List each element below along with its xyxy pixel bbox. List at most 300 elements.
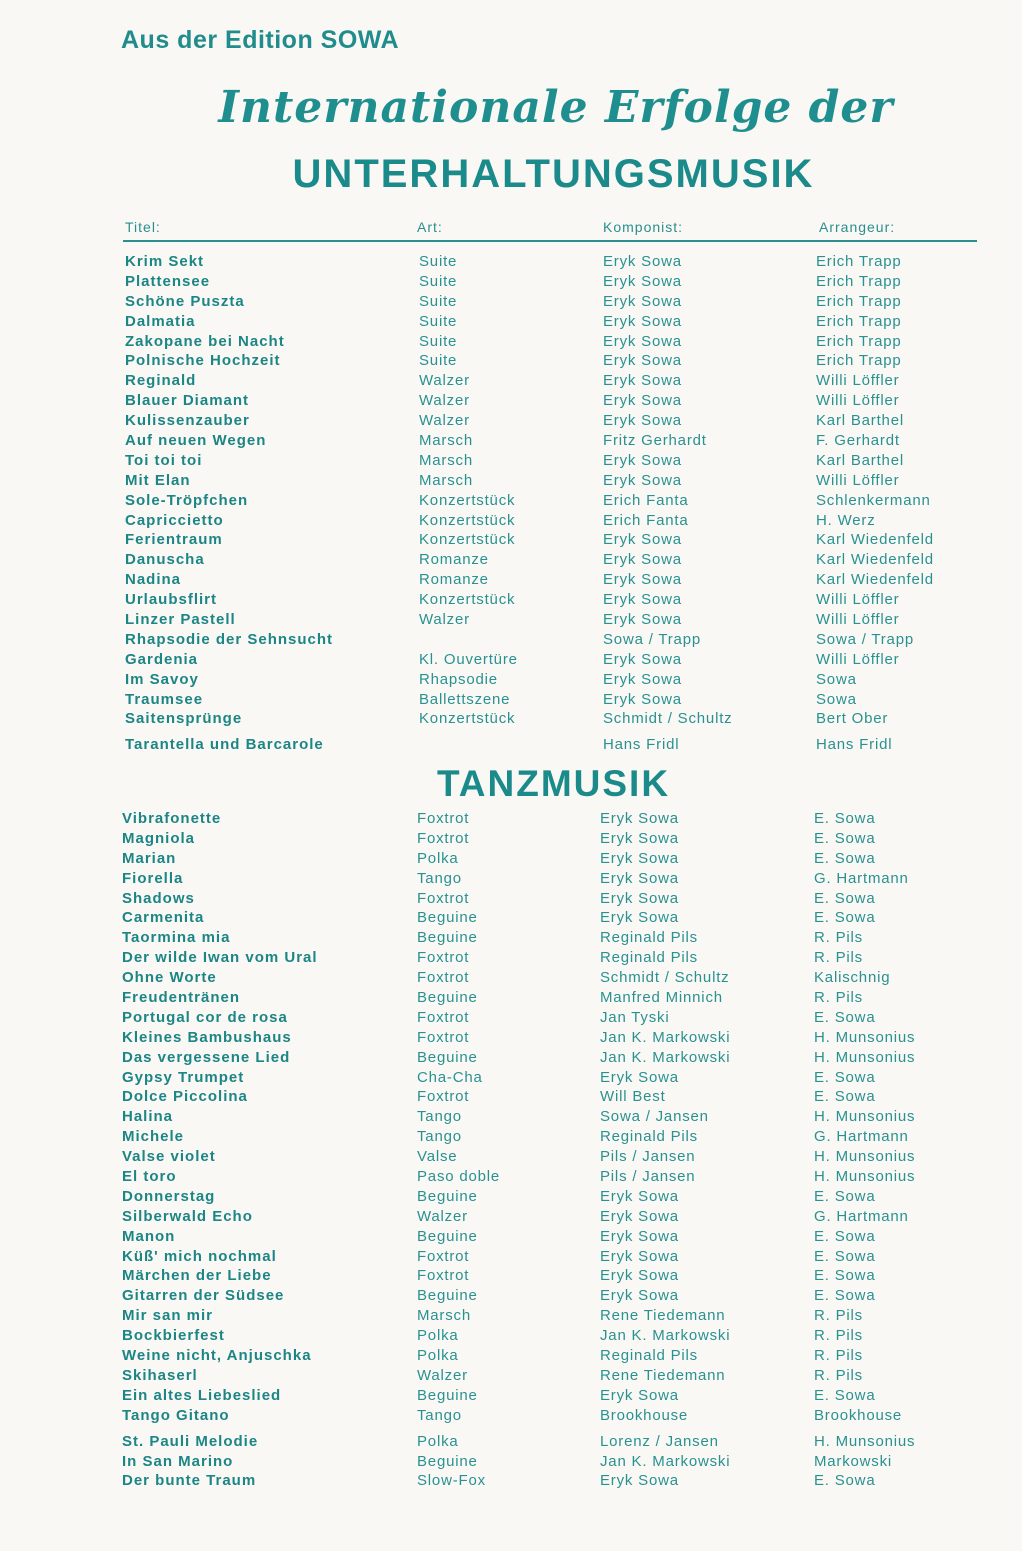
- row-arrangeur: Sowa: [816, 690, 857, 708]
- row-arrangeur: Karl Barthel: [816, 451, 904, 469]
- row-art: Foxtrot: [417, 810, 470, 827]
- row-title: Michele: [122, 1128, 185, 1146]
- table-row: [0, 451, 1022, 471]
- row-arrangeur: R. Pils: [814, 929, 863, 947]
- row-komponist: Eryk Sowa: [600, 1187, 679, 1205]
- row-title: Danuscha: [125, 551, 205, 569]
- row-arrangeur: E. Sowa: [814, 1008, 876, 1026]
- row-art: Suite: [419, 272, 458, 290]
- section2-heading: TANZMUSIK: [436, 763, 671, 804]
- row-art: Tango: [417, 1406, 462, 1424]
- row-art: Beguine: [417, 1386, 478, 1404]
- table-row: [0, 332, 1022, 352]
- row-arrangeur: E. Sowa: [814, 1088, 876, 1106]
- row-komponist: Brookhouse: [600, 1406, 689, 1424]
- row-art: Foxtrot: [417, 1028, 470, 1046]
- row-komponist: Erich Fanta: [603, 511, 689, 529]
- row-arrangeur: E. Sowa: [814, 1267, 876, 1285]
- table-row: [0, 312, 1022, 332]
- main-heading: UNTERHALTUNGSMUSIK: [292, 152, 815, 196]
- row-art: Beguine: [417, 1187, 478, 1205]
- row-title: Kleines Bambushaus: [122, 1028, 292, 1046]
- row-art: Polka: [417, 1327, 459, 1345]
- row-title: Donnerstag: [122, 1187, 216, 1205]
- row-arrangeur: E. Sowa: [814, 909, 876, 927]
- row-title: Halina: [122, 1108, 174, 1126]
- row-title: Plattensee: [125, 272, 211, 290]
- row-arrangeur: R. Pils: [814, 1327, 863, 1345]
- row-komponist: Rene Tiedemann: [600, 1307, 726, 1325]
- table-row: [0, 371, 1022, 391]
- row-art: Slow-Fox: [417, 1472, 486, 1490]
- row-arrangeur: Erich Trapp: [816, 352, 902, 370]
- row-title: El toro: [122, 1168, 177, 1186]
- row-komponist: Eryk Sowa: [603, 551, 682, 569]
- table-row: [0, 809, 1022, 829]
- row-arrangeur: R. Pils: [814, 1366, 863, 1384]
- row-komponist: Eryk Sowa: [603, 571, 682, 589]
- row-title: Dolce Piccolina: [122, 1088, 248, 1106]
- row-arrangeur: Karl Wiedenfeld: [816, 571, 934, 589]
- row-arrangeur: Sowa / Trapp: [816, 630, 914, 648]
- row-title: Vibrafonette: [122, 810, 222, 827]
- row-komponist: Fritz Gerhardt: [603, 432, 707, 450]
- row-komponist: Rene Tiedemann: [600, 1366, 726, 1384]
- row-title: Shadows: [122, 889, 195, 907]
- row-arrangeur: E. Sowa: [814, 889, 876, 907]
- script-title: Internationale Erfolge der: [218, 82, 894, 133]
- row-title: Reginald: [125, 372, 197, 390]
- row-arrangeur: Erich Trapp: [816, 253, 902, 270]
- row-arrangeur: R. Pils: [814, 1307, 863, 1325]
- row-komponist: Eryk Sowa: [600, 1068, 679, 1086]
- row-art: Marsch: [419, 471, 473, 489]
- row-komponist: Eryk Sowa: [600, 849, 679, 867]
- table-row: [0, 391, 1022, 411]
- row-komponist: Eryk Sowa: [603, 372, 682, 390]
- row-komponist: Eryk Sowa: [603, 392, 682, 410]
- row-komponist: Reginald Pils: [600, 929, 698, 947]
- row-art: Foxtrot: [417, 949, 470, 967]
- row-komponist: Eryk Sowa: [600, 1267, 679, 1285]
- row-title: Bockbierfest: [122, 1327, 225, 1345]
- row-komponist: Eryk Sowa: [603, 352, 682, 370]
- row-title: Blauer Diamant: [125, 392, 250, 410]
- column-header-arrangeur: Arrangeur:: [819, 219, 896, 235]
- row-art: Beguine: [417, 909, 478, 927]
- row-arrangeur: Karl Barthel: [816, 412, 904, 430]
- row-arrangeur: Hans Fridl: [816, 736, 893, 754]
- table-row: [0, 1187, 1022, 1207]
- row-art: Walzer: [419, 372, 470, 390]
- row-komponist: Eryk Sowa: [603, 312, 682, 330]
- table-row: [0, 1406, 1022, 1426]
- row-title: Ferientraum: [125, 531, 223, 549]
- table-row: [0, 889, 1022, 909]
- row-art: Kl. Ouvertüre: [419, 650, 518, 668]
- row-komponist: Hans Fridl: [603, 736, 680, 754]
- row-title: Nadina: [125, 571, 182, 589]
- row-arrangeur: Sowa: [816, 670, 857, 688]
- row-arrangeur: E. Sowa: [814, 1247, 876, 1265]
- table-row: [0, 670, 1022, 690]
- row-arrangeur: Willi Löffler: [816, 591, 900, 609]
- row-arrangeur: Markowski: [814, 1452, 893, 1470]
- row-title: Kulissenzauber: [125, 412, 250, 430]
- row-title: Mir san mir: [122, 1307, 214, 1325]
- row-title: Manon: [122, 1227, 176, 1245]
- row-art: Walzer: [419, 392, 470, 410]
- row-title: Gardenia: [125, 650, 199, 668]
- table-row: [0, 292, 1022, 312]
- section2-list: [0, 809, 1022, 1491]
- row-title: Marian: [122, 849, 177, 867]
- table-row: [0, 1266, 1022, 1286]
- table-row: [0, 1227, 1022, 1247]
- row-arrangeur: R. Pils: [814, 1347, 863, 1365]
- table-row: [0, 272, 1022, 292]
- row-art: Beguine: [417, 1048, 478, 1066]
- row-komponist: Eryk Sowa: [603, 611, 682, 629]
- row-art: Polka: [417, 1432, 459, 1450]
- row-title: Der bunte Traum: [122, 1472, 257, 1490]
- row-title: Tarantella und Barcarole: [125, 736, 324, 754]
- row-komponist: Eryk Sowa: [600, 810, 679, 827]
- table-row: [0, 491, 1022, 511]
- row-art: Marsch: [419, 432, 473, 450]
- section1-list: [0, 252, 1022, 755]
- row-title: Gypsy Trumpet: [122, 1068, 245, 1086]
- row-komponist: Jan K. Markowski: [600, 1028, 731, 1046]
- row-art: Tango: [417, 1128, 462, 1146]
- row-title: Dalmatia: [125, 312, 196, 330]
- row-art: Rhapsodie: [419, 670, 498, 688]
- row-arrangeur: Bert Ober: [816, 710, 889, 728]
- row-komponist: Pils / Jansen: [600, 1168, 696, 1186]
- table-row: [0, 650, 1022, 670]
- row-komponist: Eryk Sowa: [600, 1247, 679, 1265]
- row-art: Ballettszene: [419, 690, 511, 708]
- column-header-art: Art:: [417, 219, 443, 235]
- row-komponist: Eryk Sowa: [603, 670, 682, 688]
- row-komponist: Eryk Sowa: [603, 272, 682, 290]
- table-row: [0, 431, 1022, 451]
- row-title: Toi toi toi: [125, 451, 203, 469]
- row-art: Cha-Cha: [417, 1068, 483, 1086]
- row-art: Suite: [419, 352, 458, 370]
- row-arrangeur: R. Pils: [814, 989, 863, 1007]
- row-komponist: Eryk Sowa: [603, 253, 682, 270]
- row-title: Skihaserl: [122, 1366, 198, 1384]
- row-arrangeur: E. Sowa: [814, 1386, 876, 1404]
- publisher-line: Aus der Edition SOWA: [121, 26, 400, 54]
- row-komponist: Schmidt / Schultz: [603, 710, 733, 728]
- row-title: Carmenita: [122, 909, 205, 927]
- row-title: Traumsee: [125, 690, 204, 708]
- table-row: [0, 1386, 1022, 1406]
- row-title: Ohne Worte: [122, 969, 217, 987]
- table-row: [0, 829, 1022, 849]
- row-art: Tango: [417, 1108, 462, 1126]
- row-title: Krim Sekt: [125, 253, 205, 270]
- row-komponist: Jan K. Markowski: [600, 1452, 731, 1470]
- row-arrangeur: Willi Löffler: [816, 650, 900, 668]
- table-row: [0, 1366, 1022, 1386]
- row-komponist: Eryk Sowa: [603, 591, 682, 609]
- row-arrangeur: Willi Löffler: [816, 471, 900, 489]
- row-komponist: Sowa / Jansen: [600, 1108, 709, 1126]
- row-art: Paso doble: [417, 1168, 501, 1186]
- column-header-title: Titel:: [125, 219, 161, 235]
- row-komponist: Reginald Pils: [600, 949, 698, 967]
- row-arrangeur: Schlenkermann: [816, 491, 931, 509]
- table-row: [0, 1326, 1022, 1346]
- table-row: [0, 252, 1022, 272]
- table-row: [0, 570, 1022, 590]
- row-title: Rhapsodie der Sehnsucht: [125, 630, 334, 648]
- row-title: Taormina mia: [122, 929, 231, 947]
- row-art: Walzer: [419, 412, 470, 430]
- row-title: Küß' mich nochmal: [122, 1247, 277, 1265]
- row-komponist: Eryk Sowa: [600, 1227, 679, 1245]
- row-title: Linzer Pastell: [125, 611, 236, 629]
- table-row: [0, 1306, 1022, 1326]
- row-title: Mit Elan: [125, 471, 191, 489]
- row-art: Suite: [419, 332, 458, 350]
- row-komponist: Eryk Sowa: [600, 869, 679, 887]
- row-komponist: Eryk Sowa: [600, 909, 679, 927]
- row-art: Foxtrot: [417, 969, 470, 987]
- row-komponist: Eryk Sowa: [603, 412, 682, 430]
- row-komponist: Eryk Sowa: [600, 829, 679, 847]
- row-komponist: Eryk Sowa: [603, 531, 682, 549]
- table-row: [0, 735, 1022, 755]
- table-row: [0, 1028, 1022, 1048]
- row-arrangeur: Erich Trapp: [816, 312, 902, 330]
- row-arrangeur: H. Munsonius: [814, 1108, 916, 1126]
- table-row: [0, 1107, 1022, 1127]
- row-title: St. Pauli Melodie: [122, 1432, 259, 1450]
- row-arrangeur: E. Sowa: [814, 1287, 876, 1305]
- row-komponist: Eryk Sowa: [603, 292, 682, 310]
- table-row: [0, 988, 1022, 1008]
- table-row: [0, 948, 1022, 968]
- row-komponist: Jan Tyski: [600, 1008, 670, 1026]
- row-title: Polnische Hochzeit: [125, 352, 281, 370]
- table-row: [0, 1346, 1022, 1366]
- row-arrangeur: R. Pils: [814, 949, 863, 967]
- row-arrangeur: Willi Löffler: [816, 611, 900, 629]
- row-komponist: Pils / Jansen: [600, 1148, 696, 1166]
- table-row: [0, 630, 1022, 650]
- row-arrangeur: H. Munsonius: [814, 1168, 916, 1186]
- row-arrangeur: E. Sowa: [814, 1068, 876, 1086]
- row-title: Gitarren der Südsee: [122, 1287, 285, 1305]
- row-arrangeur: E. Sowa: [814, 1472, 876, 1490]
- column-header-komponist: Komponist:: [603, 219, 684, 235]
- row-art: Suite: [419, 253, 458, 270]
- row-title: Der wilde Iwan vom Ural: [122, 949, 318, 967]
- row-art: Valse: [417, 1148, 458, 1166]
- row-komponist: Eryk Sowa: [603, 332, 682, 350]
- row-arrangeur: G. Hartmann: [814, 1128, 909, 1146]
- row-arrangeur: F. Gerhardt: [816, 432, 900, 450]
- table-row: [0, 928, 1022, 948]
- row-komponist: Lorenz / Jansen: [600, 1432, 719, 1450]
- row-arrangeur: H. Munsonius: [814, 1148, 916, 1166]
- row-art: Suite: [419, 312, 458, 330]
- row-title: Freudentränen: [122, 989, 241, 1007]
- table-row: [0, 1286, 1022, 1306]
- row-art: Konzertstück: [419, 591, 516, 609]
- table-row: [0, 530, 1022, 550]
- row-komponist: Jan K. Markowski: [600, 1327, 731, 1345]
- row-art: Marsch: [419, 451, 473, 469]
- row-arrangeur: E. Sowa: [814, 1187, 876, 1205]
- row-art: Polka: [417, 849, 459, 867]
- row-art: Walzer: [419, 611, 470, 629]
- row-arrangeur: Erich Trapp: [816, 272, 902, 290]
- row-komponist: Eryk Sowa: [600, 1287, 679, 1305]
- row-komponist: Eryk Sowa: [603, 690, 682, 708]
- row-komponist: Jan K. Markowski: [600, 1048, 731, 1066]
- row-komponist: Reginald Pils: [600, 1128, 698, 1146]
- row-komponist: Eryk Sowa: [600, 1207, 679, 1225]
- row-art: Tango: [417, 869, 462, 887]
- row-title: Tango Gitano: [122, 1406, 230, 1424]
- row-art: Beguine: [417, 1287, 478, 1305]
- row-arrangeur: Karl Wiedenfeld: [816, 531, 934, 549]
- row-title: Saitensprünge: [125, 710, 243, 728]
- table-row: [0, 511, 1022, 531]
- row-arrangeur: Willi Löffler: [816, 392, 900, 410]
- header-divider: [123, 240, 977, 242]
- row-art: Beguine: [417, 989, 478, 1007]
- row-art: Polka: [417, 1347, 459, 1365]
- row-art: Foxtrot: [417, 1247, 470, 1265]
- row-art: Foxtrot: [417, 1088, 470, 1106]
- row-komponist: Eryk Sowa: [600, 1386, 679, 1404]
- row-title: Märchen der Liebe: [122, 1267, 272, 1285]
- row-art: Foxtrot: [417, 1008, 470, 1026]
- row-arrangeur: E. Sowa: [814, 810, 876, 827]
- row-arrangeur: Kalischnig: [814, 969, 891, 987]
- table-row: [0, 709, 1022, 729]
- row-arrangeur: Karl Wiedenfeld: [816, 551, 934, 569]
- table-row: [0, 1167, 1022, 1187]
- row-title: Zakopane bei Nacht: [125, 332, 285, 350]
- table-row: [0, 1127, 1022, 1147]
- row-art: Konzertstück: [419, 531, 516, 549]
- row-arrangeur: H. Werz: [816, 511, 876, 529]
- row-art: Romanze: [419, 551, 489, 569]
- table-row: [0, 869, 1022, 889]
- table-row: [0, 1471, 1022, 1491]
- table-row: [0, 1068, 1022, 1088]
- row-art: Foxtrot: [417, 889, 470, 907]
- row-title: Valse violet: [122, 1148, 216, 1166]
- table-row: [0, 1147, 1022, 1167]
- table-row: [0, 1008, 1022, 1028]
- row-arrangeur: E. Sowa: [814, 849, 876, 867]
- row-title: Magniola: [122, 829, 196, 847]
- row-arrangeur: Willi Löffler: [816, 372, 900, 390]
- row-title: Fiorella: [122, 869, 184, 887]
- row-arrangeur: E. Sowa: [814, 1227, 876, 1245]
- row-arrangeur: G. Hartmann: [814, 1207, 909, 1225]
- row-komponist: Erich Fanta: [603, 491, 689, 509]
- row-komponist: Eryk Sowa: [600, 1472, 679, 1490]
- row-arrangeur: H. Munsonius: [814, 1432, 916, 1450]
- row-art: Suite: [419, 292, 458, 310]
- table-row: [0, 590, 1022, 610]
- table-row: [0, 1087, 1022, 1107]
- row-arrangeur: H. Munsonius: [814, 1028, 916, 1046]
- row-title: Weine nicht, Anjuschka: [122, 1347, 312, 1365]
- table-row: [0, 351, 1022, 371]
- row-komponist: Eryk Sowa: [603, 650, 682, 668]
- table-row: [0, 690, 1022, 710]
- row-title: Portugal cor de rosa: [122, 1008, 288, 1026]
- row-art: Beguine: [417, 1227, 478, 1245]
- row-title: In San Marino: [122, 1452, 234, 1470]
- table-row: [0, 1452, 1022, 1472]
- row-title: Schöne Puszta: [125, 292, 245, 310]
- row-art: Marsch: [417, 1307, 471, 1325]
- row-komponist: Will Best: [600, 1088, 666, 1106]
- row-arrangeur: H. Munsonius: [814, 1048, 916, 1066]
- row-komponist: Eryk Sowa: [600, 889, 679, 907]
- row-art: Foxtrot: [417, 1267, 470, 1285]
- row-title: Im Savoy: [125, 670, 199, 688]
- table-row: [0, 610, 1022, 630]
- row-art: Romanze: [419, 571, 489, 589]
- row-komponist: Manfred Minnich: [600, 989, 723, 1007]
- row-art: Beguine: [417, 929, 478, 947]
- table-row: [0, 550, 1022, 570]
- row-arrangeur: G. Hartmann: [814, 869, 909, 887]
- row-komponist: Eryk Sowa: [603, 451, 682, 469]
- row-art: Beguine: [417, 1452, 478, 1470]
- table-row: [0, 1247, 1022, 1267]
- table-row: [0, 908, 1022, 928]
- row-arrangeur: Erich Trapp: [816, 292, 902, 310]
- table-row: [0, 1207, 1022, 1227]
- row-title: Sole-Tröpfchen: [125, 491, 249, 509]
- row-title: Das vergessene Lied: [122, 1048, 291, 1066]
- row-art: Konzertstück: [419, 491, 516, 509]
- row-art: Walzer: [417, 1366, 468, 1384]
- row-art: Konzertstück: [419, 511, 516, 529]
- row-komponist: Eryk Sowa: [603, 471, 682, 489]
- row-art: Walzer: [417, 1207, 468, 1225]
- table-row: [0, 849, 1022, 869]
- row-title: Capricciettο: [125, 511, 224, 529]
- table-row: [0, 1048, 1022, 1068]
- row-title: Ein altes Liebeslied: [122, 1386, 282, 1404]
- row-arrangeur: E. Sowa: [814, 829, 876, 847]
- row-komponist: Schmidt / Schultz: [600, 969, 730, 987]
- row-art: Foxtrot: [417, 829, 470, 847]
- row-komponist: Sowa / Trapp: [603, 630, 701, 648]
- row-arrangeur: Brookhouse: [814, 1406, 903, 1424]
- row-art: Konzertstück: [419, 710, 516, 728]
- table-row: [0, 968, 1022, 988]
- row-title: Auf neuen Wegen: [125, 432, 267, 450]
- row-arrangeur: Erich Trapp: [816, 332, 902, 350]
- row-komponist: Reginald Pils: [600, 1347, 698, 1365]
- table-row: [0, 411, 1022, 431]
